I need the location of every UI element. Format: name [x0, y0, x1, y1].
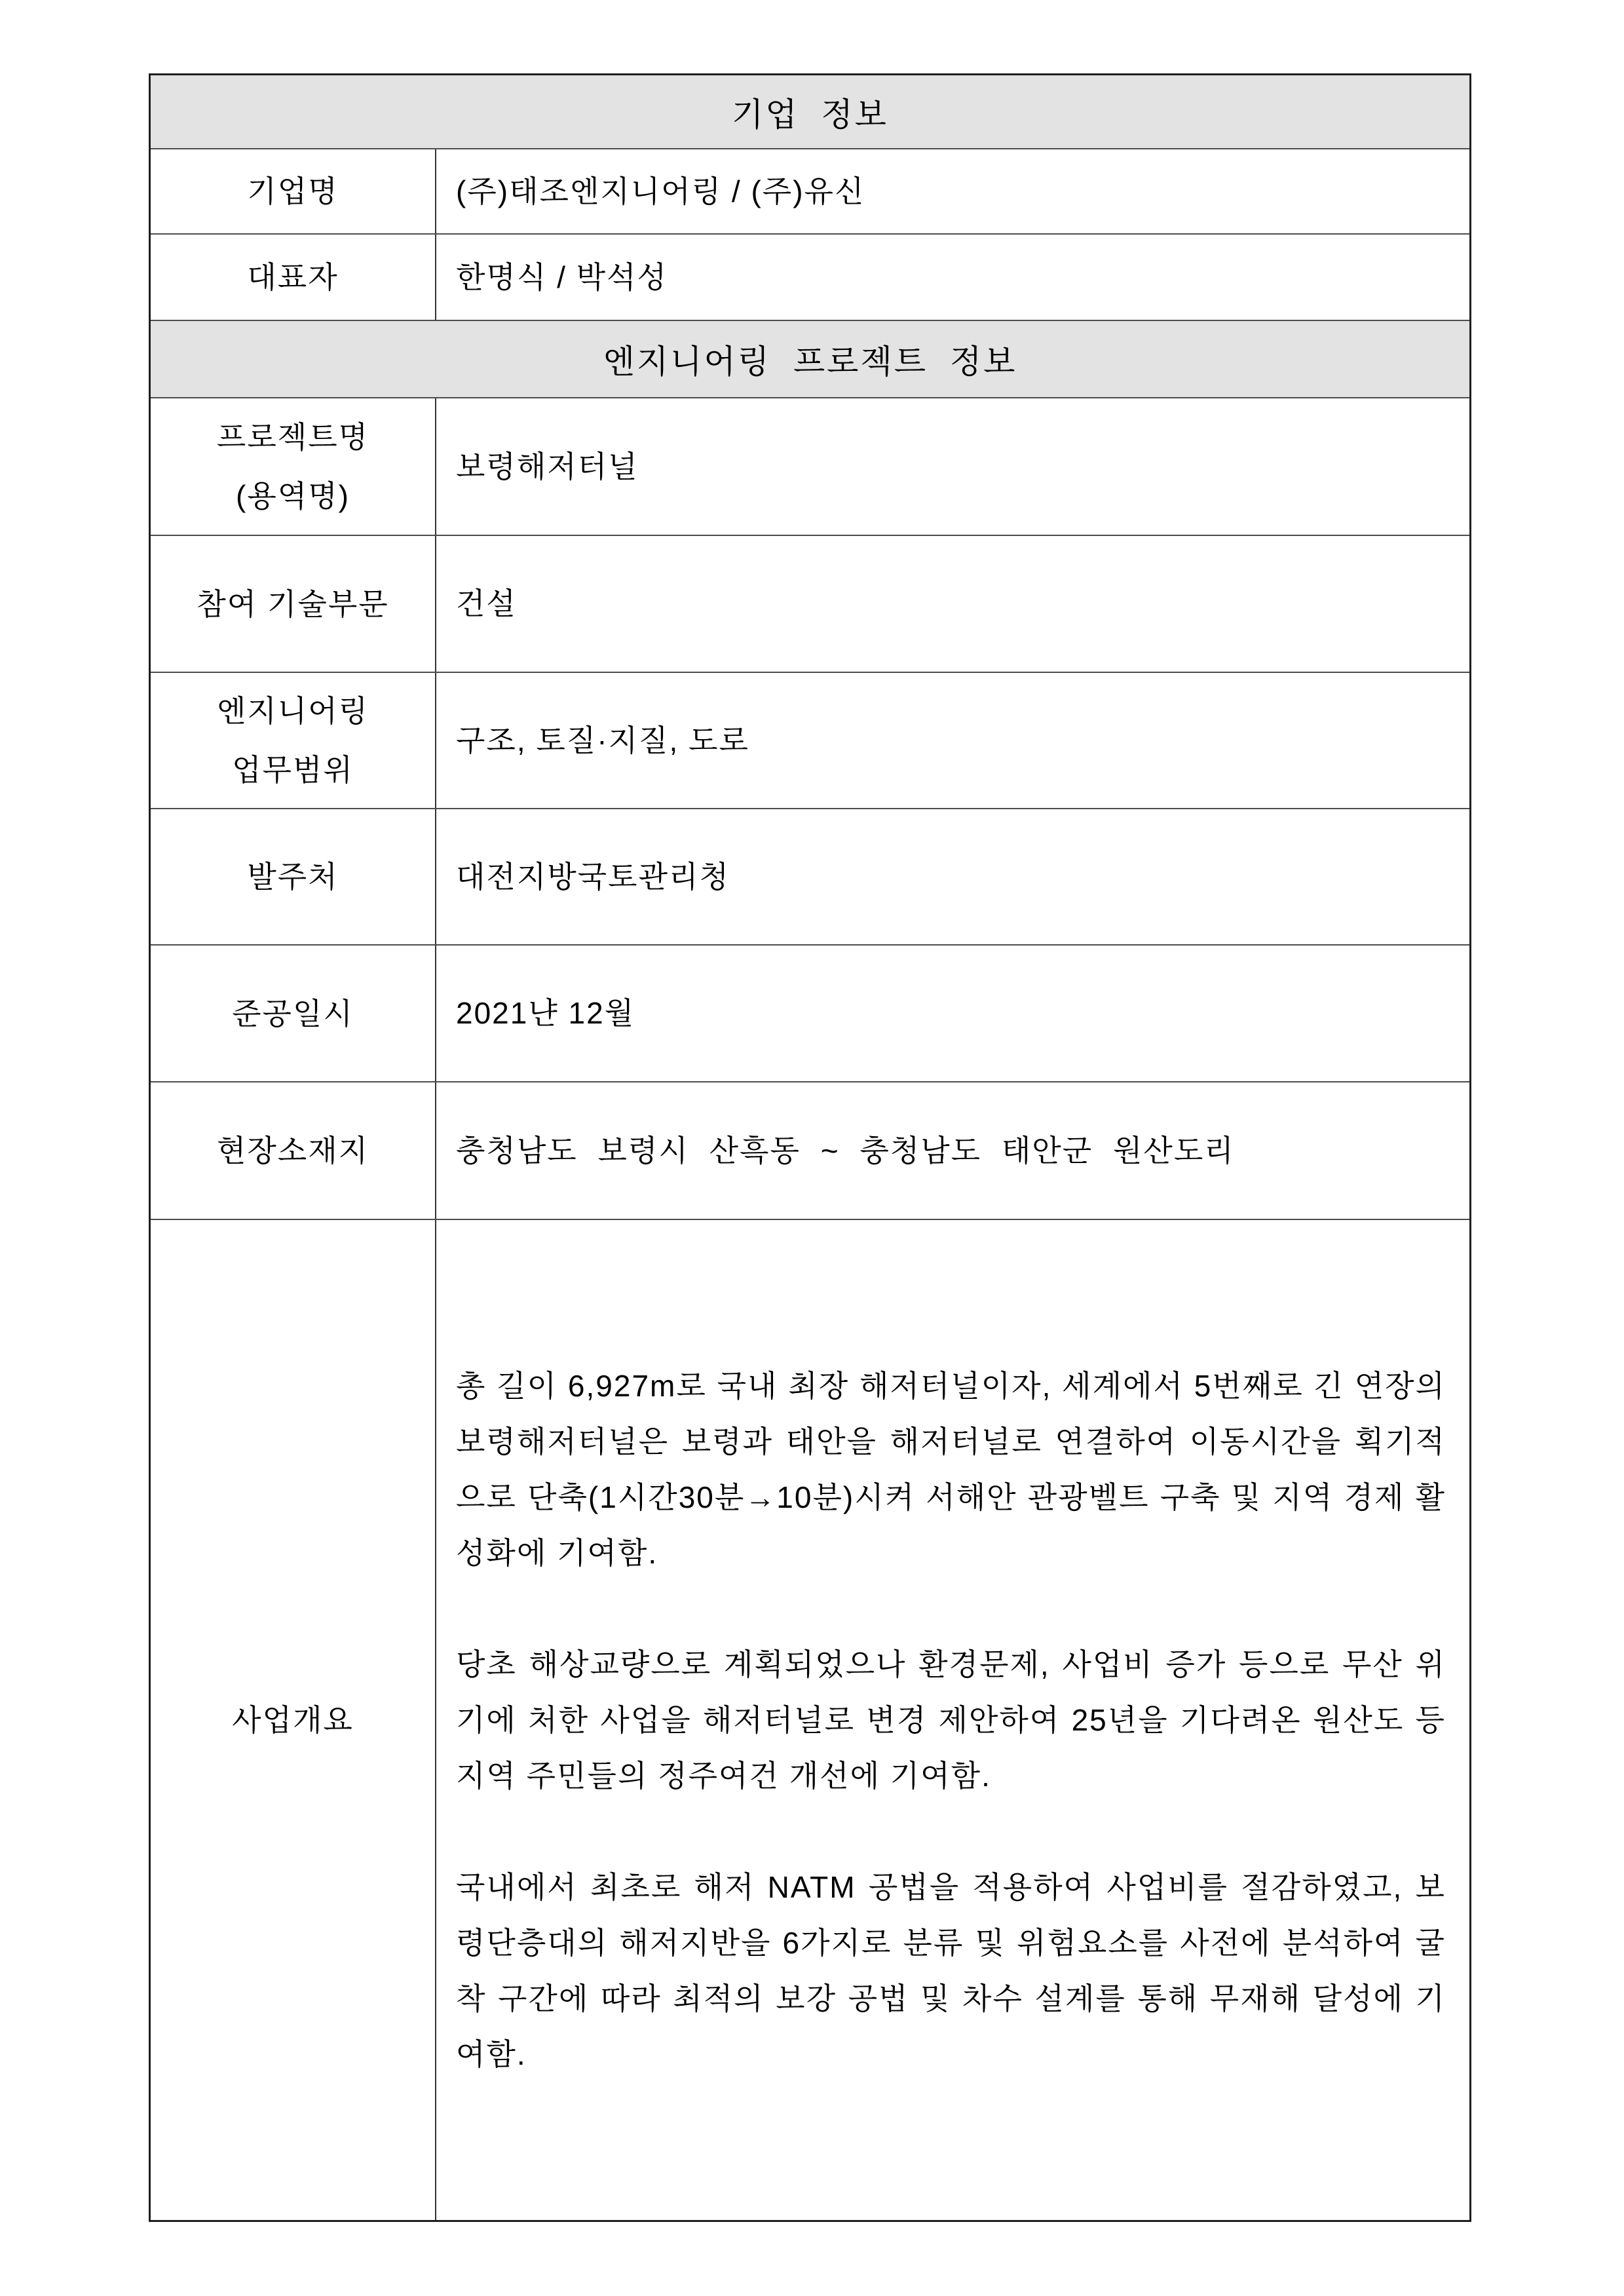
project-name-value: 보령해저터널: [456, 449, 639, 484]
tech-sector-value: 건설: [456, 586, 517, 621]
company-info-section-header: [151, 75, 1469, 149]
project-name-label-line2: (용역명): [236, 479, 350, 513]
work-scope-value: 구조, 토질·지질, 도로: [456, 723, 749, 757]
client-label: 발주처: [151, 809, 436, 944]
ceo-label: 대표자: [151, 235, 436, 320]
site-location-value: 충청남도 보령시 산흑동 ~ 충청남도 태안군 원산도리: [456, 1133, 1235, 1168]
project-name-label-line1: 프로젝트명: [216, 420, 369, 454]
work-scope-label-line2: 업무범위: [232, 753, 354, 787]
project-name-label: [151, 398, 436, 535]
overview-value: [436, 1220, 1469, 2220]
tech-sector-label: 참여 기술부문: [151, 536, 436, 672]
project-info-section-header: [151, 321, 1469, 398]
overview-paragraph-1: 총 길이 6,927m로 국내 최장 해저터널이자, 세계에서 5번째로 긴 연장의 보령해저터널은 보령과 태안을 해저터널로 연결하여 이동시간을 획기적으로 단축(1시간30분→10분)시켜 서해안 관광벨트 구축 및 지역 경제 활성화에 기여함.: [456, 1368, 1446, 1570]
overview-label: 사업개요: [151, 1220, 436, 2220]
work-scope-label-line1: 엔지니어링: [216, 694, 369, 728]
table-row-completion-date: [151, 946, 1469, 1082]
client-value: 대전지방국토관리청: [456, 859, 730, 894]
company-name-label: 기업명: [151, 149, 436, 233]
company-info-section-title: 기업 정보: [732, 96, 888, 133]
completion-date-value: 2021냔 12월: [456, 996, 635, 1030]
completion-date-label: 준공일시: [151, 946, 436, 1081]
overview-paragraph-3: 국내에서 최초로 해저 NATM 공법을 적용하여 사업비를 절감하였고, 보령단층대의 해저지반을 6가지로 분류 및 위험요소를 사전에 분석하여 굴착 구간에 따라 최적의 보강 공법 및 차수 설계를 통해 무재해 달성에 기여함.: [456, 1869, 1446, 2071]
ceo-value: 한명식 / 박석성: [456, 259, 668, 294]
company-name-value: (주)태조엔지니어링 / (주)유신: [456, 174, 865, 208]
table-row-site-location: [151, 1082, 1469, 1220]
site-location-label: 현장소재지: [151, 1082, 436, 1219]
table-row-work-scope: [151, 673, 1469, 809]
table-row-overview: [151, 1220, 1469, 2220]
work-scope-label: [151, 673, 436, 808]
table-row-tech-sector: [151, 536, 1469, 673]
table-row-company-name: [151, 149, 1469, 235]
table-row-project-name: [151, 398, 1469, 536]
table-row-ceo: [151, 235, 1469, 321]
table-row-client: [151, 809, 1469, 946]
project-info-table: [149, 73, 1471, 2222]
project-info-section-title: 엔지니어링 프로젝트 정보: [603, 343, 1017, 380]
overview-paragraph-2: 당초 해상교량으로 계획되었으나 환경문제, 사업비 증가 등으로 무산 위기에 처한 사업을 해저터널로 변경 제안하여 25년을 기다려온 원산도 등 지역 주민들의 정주여건 개선에 기여함.: [456, 1647, 1446, 1793]
